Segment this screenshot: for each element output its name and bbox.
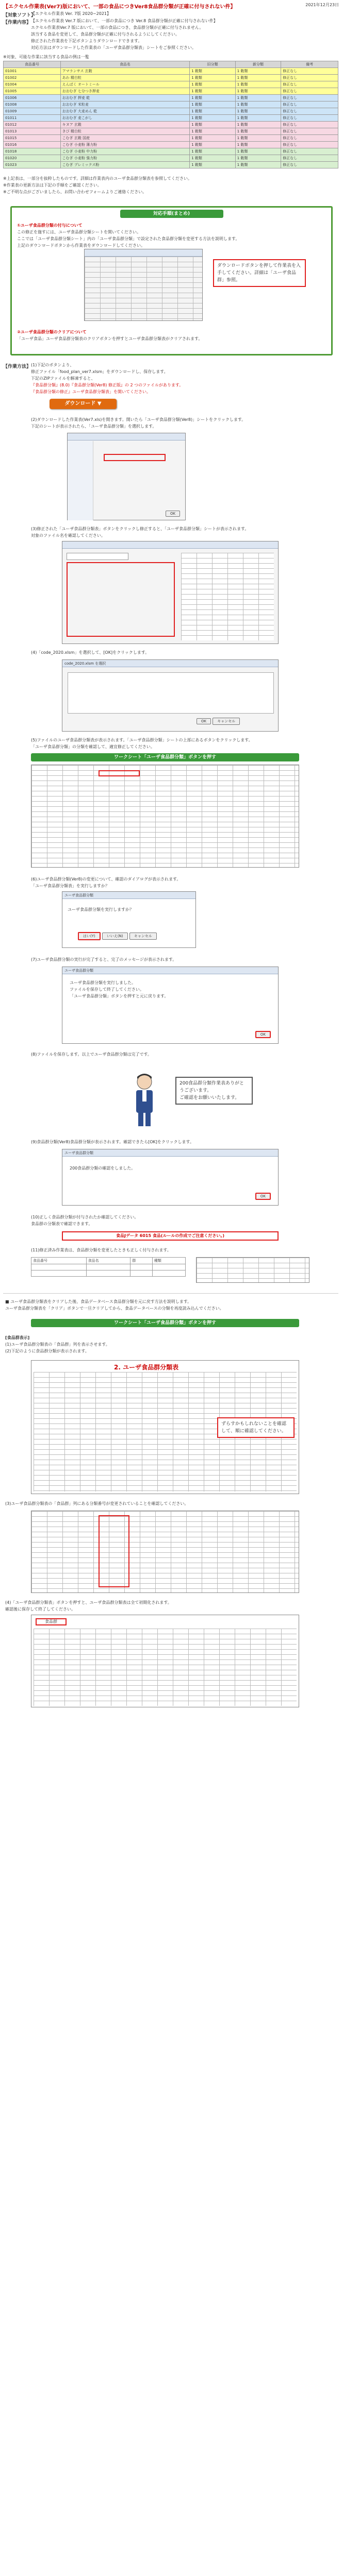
table-cell: 修正なし [281, 101, 338, 108]
complete-dialog [62, 967, 279, 1044]
dialog-title: ユーザ食品群分類 [62, 892, 195, 899]
table-cell: 01012 [4, 122, 61, 128]
download-arrow-icon: ▼ [97, 401, 102, 406]
table-cell: 1 穀類 [235, 68, 281, 75]
content-line: 修正された作業表を下記ボタンよりダウンロードできます。 [31, 39, 142, 43]
step15-text2: 確認後に保存して終了してください。 [5, 1607, 75, 1612]
step5-text2: 「ユーザ食品群分類」の分類を確認して、適宜修正してください。 [31, 744, 155, 749]
table-cell: おおむぎ 米粒麦 [60, 101, 190, 108]
table-cell: 1 穀類 [235, 75, 281, 81]
sheet-grid [181, 553, 274, 640]
mini-cell [31, 1270, 87, 1277]
content-label: 【作業内容】 [3, 20, 31, 25]
table-cell: こむぎ 小麦粉 強力粉 [60, 155, 190, 162]
highlighted-column [99, 1515, 129, 1587]
page-title: 【エクセル作業表(Ver7)版において、一部の食品につきVer8食品群分類が正確に付与されない件】 [3, 4, 236, 10]
table-cell: 修正なし [281, 162, 338, 168]
table-cell: 修正なし [281, 135, 338, 142]
table-cell: おおむぎ 押麦 乾 [60, 95, 190, 101]
sheet-grid [31, 765, 299, 867]
mini-cell: 種類 [152, 1258, 185, 1264]
table-cell: 01020 [4, 155, 61, 162]
table-cell: 1 穀類 [235, 95, 281, 101]
table-cell: きび 精白粒 [60, 128, 190, 135]
table-row [4, 128, 338, 135]
table-cell: おおむぎ 七分つき押麦 [60, 88, 190, 95]
table-cell: 1 穀類 [190, 88, 236, 95]
work-line: (1)下記のボタンより、 [31, 363, 74, 367]
step10-text: (10)正しく食品群分類が付与されたか確認してください。 [31, 1215, 139, 1219]
step2-heading: ②ユーザ食品群分類のクリアについて [17, 330, 87, 334]
final-label-box: 食品群 [36, 1618, 67, 1625]
speech-text: ご確認をお願いいたします。 [179, 1095, 240, 1100]
food-group-screenshot [31, 1360, 299, 1494]
dialog-message: 「ユーザ食品群分類」ボタンを押すと元に戻ります。 [70, 994, 169, 998]
table-cell: 1 穀類 [235, 88, 281, 95]
sheet-grid [34, 1629, 297, 1706]
table-cell: 1 穀類 [190, 108, 236, 115]
sheet-screenshot-2 [62, 541, 279, 644]
mini-cell [152, 1270, 185, 1277]
table-cell: 1 穀類 [235, 155, 281, 162]
table-cell: 1 穀類 [190, 162, 236, 168]
table-cell: 修正なし [281, 142, 338, 148]
info-dialog [62, 1149, 279, 1206]
yes-button[interactable]: はい(Y) [78, 932, 101, 940]
no-button[interactable]: いいえ(N) [102, 933, 128, 940]
mini-cell [130, 1270, 153, 1277]
sheet-grid [31, 1511, 299, 1592]
table-header: 食品名 [60, 61, 190, 68]
table-cell: 1 穀類 [190, 142, 236, 148]
mini-table-wrap [31, 1257, 186, 1277]
table-cell: 1 穀類 [235, 115, 281, 122]
table-cell: 01023 [4, 162, 61, 168]
content-lines [31, 18, 335, 51]
table-header: 食品番号 [4, 61, 61, 68]
step2-text: 「ユーザ食品」ユーザ食品群分類表のクリアボタンを押すとユーザ食品群分類表がクリアされます。 [17, 336, 203, 341]
step2-text2: 下記のシートが表示されたら、「ユーザ食品群分類」を選択します。 [31, 424, 157, 429]
footnote: ※作業表の更新方法は下記の手順をご確認ください。 [3, 183, 102, 188]
step13-text: (1)ユーザ食品群分類表の「食品群」列を表示させます。 [5, 1342, 110, 1347]
table-cell: こむぎ 小麦粉 薄力粉 [60, 142, 190, 148]
divider [3, 1293, 338, 1294]
table-cell: 01013 [4, 128, 61, 135]
ok-button[interactable]: OK [166, 511, 180, 517]
step9-text: (9)食品群分類(Ver8)食品群分類が表示されます。確認できたら[OK]をクリックします。 [31, 1140, 194, 1144]
procedure-summary-header: 対応手順(まとめ) [120, 210, 223, 218]
mini-cell [152, 1264, 185, 1270]
dialog-title: ユーザ食品群分類 [62, 1149, 278, 1157]
food-table-container [3, 61, 338, 168]
table-cell: 1 穀類 [190, 115, 236, 122]
table-cell: 1 穀類 [190, 155, 236, 162]
table-cell: 1 穀類 [190, 122, 236, 128]
table-row [4, 135, 338, 142]
table-cell: 01004 [4, 81, 61, 88]
table-cell: おおむぎ 大麦めん 乾 [60, 108, 190, 115]
food-group-screenshot-2 [31, 1511, 299, 1593]
step12-text: ■ ユーザ食品群分類表をクリアした後、食品データベース食品群分類を元に戻す方法を説明します。 [5, 1299, 192, 1304]
table-cell: 1 穀類 [235, 108, 281, 115]
step3-text: (3)修正された「ユーザ食品群分類表」ボタンをクリックし修正すると、「ユーザ食品群分類」シートが表示されます。 [31, 527, 249, 531]
table-row [4, 68, 338, 75]
person-illustration [129, 1072, 160, 1128]
table-cell: こむぎ プレミックス粉 [60, 162, 190, 168]
table-row [4, 155, 338, 162]
table-cell: 01018 [4, 148, 61, 155]
step2-text: (2)ダウンロードした作業表(Ver7.xls)を開きます。開いたら「ユーザ食品群分類(Ver8)」シートをクリックします。 [31, 417, 246, 422]
work-line: 修正ファイル「food_plan_ver7.xlsm」をダウンロードし、保存します。 [31, 369, 168, 374]
food-table [3, 61, 338, 168]
ok-button[interactable]: OK [255, 1031, 271, 1038]
table-row [4, 75, 338, 81]
table-cell: 修正なし [281, 148, 338, 155]
dialog-message: ユーザ食品群分類を実行しました。 [70, 980, 136, 985]
step12-text2: ユーザ食品群分類表を「クリア」ボタンで一旦クリアしてから、食品データベースの分類を再度読み込んでください。 [5, 1306, 224, 1311]
table-row [4, 115, 338, 122]
mini-cell [86, 1270, 130, 1277]
ok-button-wrap [166, 511, 180, 517]
dialog-title: code_2020.xlsm を選択 [62, 660, 278, 667]
cancel-button[interactable]: キャンセル [213, 718, 240, 725]
table-cell: 01001 [4, 68, 61, 75]
table-cell: 修正なし [281, 155, 338, 162]
table-row [4, 95, 338, 101]
code-dialog [67, 553, 128, 560]
step1-text2: ここでは「ユーザ食品群分類シート」内の「ユーザ食品群分類」で設定された食品群分類を変更する方法を説明します。 [17, 236, 240, 241]
scope-label: 【対象ソフト】 [3, 13, 36, 18]
selection-list[interactable] [68, 672, 274, 714]
table-row [4, 122, 338, 128]
table-cell: 修正なし [281, 95, 338, 101]
table-cell: 1 穀類 [190, 81, 236, 88]
explorer-sidebar [68, 441, 93, 520]
final-sheet-screenshot [31, 1615, 299, 1707]
table-cell: 修正なし [281, 108, 338, 115]
ok-button[interactable]: OK [255, 1193, 271, 1200]
table-cell: 01002 [4, 75, 61, 81]
green-banner-3: ワークシート「ユーザ食品群分類」ボタンを押す [31, 1319, 299, 1327]
step3-text2: 対象のファイル名を確認してください。 [31, 533, 105, 538]
table-caption: ※対象、可能な作業に該当する食品の例は一覧 [3, 55, 89, 59]
screenshot-sheet [84, 249, 203, 321]
window-title-bar [68, 433, 185, 440]
ok-button[interactable]: OK [197, 718, 211, 724]
sheet-grid [85, 257, 202, 320]
table-row [4, 88, 338, 95]
step13-label: [食品群表示] [5, 1335, 30, 1340]
content-line: 該当する食品を変更して、食品群分類が正確に付与されるようにしてください。 [31, 32, 179, 37]
red-highlight-text: 食品Jデータ 6015 食品(ルールの作成でご注意ください。) [116, 1233, 224, 1238]
mini-cell: 食品番号 [31, 1258, 87, 1264]
green-banner-2: ワークシート「ユーザ食品群分類」ボタンを押す [31, 753, 299, 761]
table-cell: 1 穀類 [235, 148, 281, 155]
table-cell: 修正なし [281, 115, 338, 122]
table-footnotes [3, 175, 333, 195]
work-lines [31, 362, 335, 395]
highlighted-file[interactable] [104, 454, 166, 461]
table-cell: 1 穀類 [235, 122, 281, 128]
table-cell: 01015 [4, 135, 61, 142]
table-cell: 01008 [4, 101, 61, 108]
step7-text: (7)ユーザ食品群分類の実行が完了すると、完了のメッセージが表示されます。 [31, 957, 177, 962]
table-cell: 修正なし [281, 128, 338, 135]
table-cell: 01009 [4, 108, 61, 115]
dialog-message: ユーザ食品群分類を実行しますか？ [68, 907, 134, 912]
table-cell: アマランサス 玄穀 [60, 68, 190, 75]
table-cell: 1 穀類 [235, 162, 281, 168]
mini-sheet-screenshot [196, 1257, 309, 1283]
selection-dialog-screenshot [62, 659, 279, 732]
table-row [4, 81, 338, 88]
page-date: 2021年12月23日 [305, 3, 339, 7]
step15-text: (4)「ユーザ食品群分類表」ボタンを押すと、ユーザ食品群分類表は全て初期化されます。 [5, 1600, 172, 1605]
table-cell: あわ 精白粒 [60, 75, 190, 81]
confirm-dialog [62, 891, 196, 948]
sheet-screenshot-3 [31, 765, 299, 868]
mini-cell [130, 1264, 153, 1270]
file-explorer-screenshot [67, 433, 186, 520]
step1-heading: ①ユーザ食品群分類の付与について [17, 223, 83, 228]
table-cell: 修正なし [281, 81, 338, 88]
table-cell: 1 穀類 [190, 128, 236, 135]
table-cell: えんばく オートミール [60, 81, 190, 88]
red-highlight-box [62, 1231, 279, 1241]
table-cell: 1 穀類 [235, 81, 281, 88]
table-cell: 修正なし [281, 122, 338, 128]
work-line: 下記のZIPファイルを解凍すると、 [31, 376, 95, 381]
person-icon [129, 1072, 160, 1128]
table-cell: 修正なし [281, 75, 338, 81]
step10-text2: 食品群の分類表で確認できます。 [31, 1222, 93, 1226]
table-header: 新分類 [235, 61, 281, 68]
highlighted-region [67, 562, 175, 637]
table-header-row [4, 61, 338, 68]
mini-cell [31, 1264, 87, 1270]
food-table-title: 2. ユーザ食品群分類表 [114, 1364, 179, 1371]
content-line: エクセル作業表Ver.7 版において、一部の食品につき、食品群分類が正確に付与されません。 [31, 25, 204, 30]
table-cell: 修正なし [281, 88, 338, 95]
work-line: 『食品群分類』(8.0)『食品群分類(Ver8) 修正版』の 2 つのファイルがあります。 [31, 383, 184, 387]
download-callout: ダウンロードボタンを押して作業表を入手してください。詳細は「ユーザ食品群」参照。 [213, 259, 306, 287]
download-button[interactable] [50, 399, 117, 409]
table-cell: 01005 [4, 88, 61, 95]
download-button-label: ダウンロード [64, 401, 96, 406]
step14-text: (3)ユーザ食品群分類表の「食品群」列にある分類番号が変更されていることを確認してください。 [5, 1501, 189, 1506]
procedure-summary-box [10, 206, 333, 355]
work-line: 『食品群分類の修正』ユーザ食品群分類表」を開いてください。 [31, 389, 151, 394]
table-cell: 1 穀類 [235, 101, 281, 108]
table-cell: キヌア 玄穀 [60, 122, 190, 128]
mini-table [31, 1257, 186, 1277]
dialog-message: ファイルを保存して終了してください。 [70, 987, 144, 992]
step1-text: この修正を施すには、ユーザ食品群分類シートを開いてください。 [17, 230, 141, 234]
footnote: ※ご不明な点がございましたら、お問い合わせフォームよりご連絡ください。 [3, 190, 147, 194]
table-row [4, 108, 338, 115]
table-header: 旧分類 [190, 61, 236, 68]
scope-value: 【エクセル作業表 Ver. 7版 2020~2021】 [31, 11, 111, 16]
mini-cell: 食品名 [86, 1258, 130, 1264]
table-row [4, 101, 338, 108]
footnote: ※上記表は、一部分を抜粋したものです。詳細は作業表内のユーザ食品群分類表を参照してください。 [3, 176, 192, 181]
step1-text3: 上記のダウンロードボタンから作業表をダウンロードしてください。 [17, 243, 145, 248]
table-cell: 1 穀類 [190, 75, 236, 81]
table-cell: 1 穀類 [235, 128, 281, 135]
sheet-grid [197, 1258, 309, 1282]
cancel-button[interactable]: キャンセル [129, 933, 157, 940]
window-title-bar [62, 541, 278, 549]
table-cell: 1 穀類 [190, 148, 236, 155]
table-cell: 1 穀類 [190, 95, 236, 101]
step13-text2: (2)下記のように食品群分類が表示されます。 [5, 1349, 89, 1353]
table-cell: おおむぎ 麦こがし [60, 115, 190, 122]
table-row [4, 142, 338, 148]
speech-text: 200食品群分類作業表ありがとうございます。 [179, 1081, 244, 1093]
table-cell: 01011 [4, 115, 61, 122]
table-cell: 1 穀類 [190, 135, 236, 142]
dialog-message: 200食品群分類の確認をしました。 [70, 1166, 136, 1171]
table-cell: こむぎ 小麦粉 中力粉 [60, 148, 190, 155]
table-row [4, 162, 338, 168]
table-cell: 01006 [4, 95, 61, 101]
table-header: 備考 [281, 61, 338, 68]
step11-text: (11)修正済み作業表は、食品群分類を変更したときも正しく付与されます。 [31, 1248, 171, 1252]
table-cell: 1 穀類 [235, 142, 281, 148]
table-row [4, 148, 338, 155]
step6-text: (6)ユーザ食品群分類(Ver8)の変更について、確認のダイアログが表示されます。 [31, 877, 181, 882]
content-line: 対応方法はダウンロードした作業表の「ユーザ食品群分類表」シートをご参照ください。 [31, 45, 196, 50]
step4-text: (4)「code_2020.xlsm」を選択して、[OK]をクリックします。 [31, 650, 150, 655]
highlighted-button[interactable] [99, 770, 140, 776]
table-cell: 01016 [4, 142, 61, 148]
mini-cell: 群 [130, 1258, 153, 1264]
content-line: 【エクセル作業表 Ver.7 版において、一部の食品につき Ver.8 食品群分類が正確に付与されない件】 [31, 19, 218, 23]
table-cell: こむぎ 玄穀 国産 [60, 135, 190, 142]
window-title-bar [85, 249, 202, 257]
table-cell: 1 穀類 [190, 101, 236, 108]
work-label: 【作業方法】 [3, 364, 31, 369]
table-cell: 1 穀類 [190, 68, 236, 75]
dialog-title: ユーザ食品群分類 [62, 967, 278, 974]
step5-text: (5)ファイルのユーザ食品群分類表が表示されます。「ユーザ食品群分類」シートの上部にあるボタンをクリックします。 [31, 738, 253, 742]
person-speech-bubble [175, 1077, 253, 1105]
table-cell: 修正なし [281, 68, 338, 75]
step6-text2: 「ユーザ食品群分類表」を実行しますか？ [31, 884, 109, 888]
mini-cell [86, 1264, 130, 1270]
step8-text: (8)ファイルを保存します。以上でユーザ食品群分類は完了です。 [31, 1052, 152, 1057]
food-table-callout: ずらすかもしれないことを確認して、順に確認してください。 [217, 1417, 295, 1438]
table-cell: 1 穀類 [235, 135, 281, 142]
